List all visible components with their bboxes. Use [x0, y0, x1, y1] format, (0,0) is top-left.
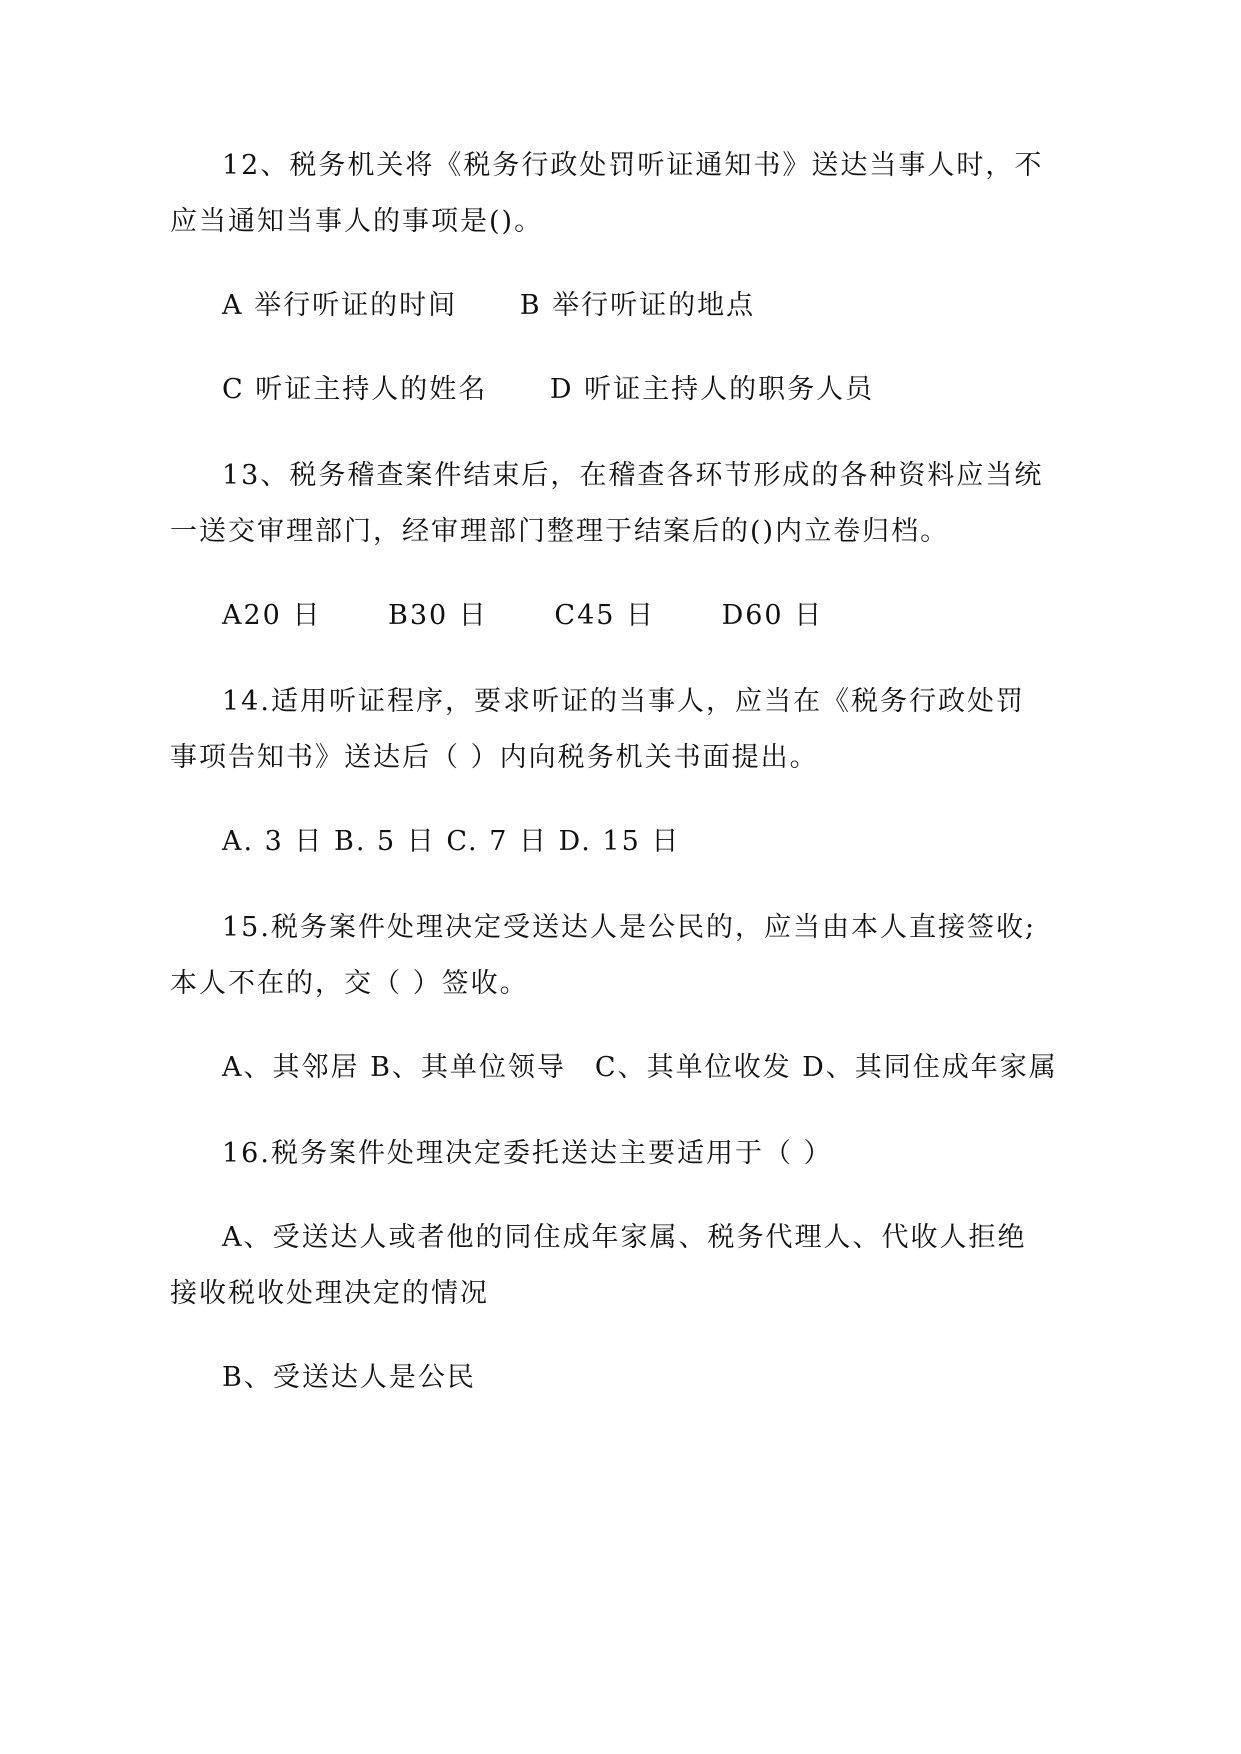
q12-option-d: D 听证主持人的职务人员 — [549, 374, 875, 405]
q13-options — [222, 600, 823, 632]
q15-stem-line1: 15.税务案件处理决定受送达人是公民的，应当由本人直接签收; — [222, 912, 1037, 943]
q13-option-d: D60 日 — [721, 600, 824, 631]
q16-stem: 16.税务案件处理决定委托送达主要适用于（ ） — [222, 1138, 833, 1169]
q13-option-b: B30 日 — [388, 600, 488, 631]
q12-option-a: A 举行听证的时间 — [222, 290, 458, 321]
q16-option-b: B、受送达人是公民 — [222, 1362, 476, 1393]
q13-option-a: A20 日 — [222, 600, 322, 631]
q12-option-c: C 听证主持人的姓名 — [222, 374, 488, 405]
q12-options-row1 — [222, 290, 755, 322]
q12-option-b: B 举行听证的地点 — [519, 290, 756, 321]
q12-stem-line2: 应当通知当事人的事项是()。 — [170, 206, 544, 237]
q13-stem-line2: 一送交审理部门，经审理部门整理于结案后的()内立卷归档。 — [170, 516, 950, 547]
q13-stem-line1: 13、税务稽查案件结束后，在稽查各环节形成的各种资料应当统 — [222, 460, 1044, 491]
q14-stem-line2: 事项告知书》送达后（ ）内向税务机关书面提出。 — [170, 742, 819, 773]
q14-options: A. 3 日 B. 5 日 C. 7 日 D. 15 日 — [222, 826, 681, 857]
q15-stem-line2: 本人不在的，交（ ）签收。 — [170, 968, 529, 999]
q12-stem-line1: 12、税务机关将《税务行政处罚听证通知书》送达当事人时，不 — [222, 150, 1044, 181]
q16-option-a-line2: 接收税收处理决定的情况 — [170, 1278, 489, 1309]
q16-option-a-line1: A、受送达人或者他的同住成年家属、税务代理人、代收人拒绝 — [222, 1222, 1027, 1253]
q12-options-row2 — [222, 374, 874, 406]
q13-option-c: C45 日 — [554, 600, 656, 631]
q15-options: A、其邻居 B、其单位领导 C、其单位收发 D、其同住成年家属 — [222, 1052, 1058, 1083]
q14-stem-line1: 14.适用听证程序，要求听证的当事人，应当在《税务行政处罚 — [222, 686, 1025, 717]
